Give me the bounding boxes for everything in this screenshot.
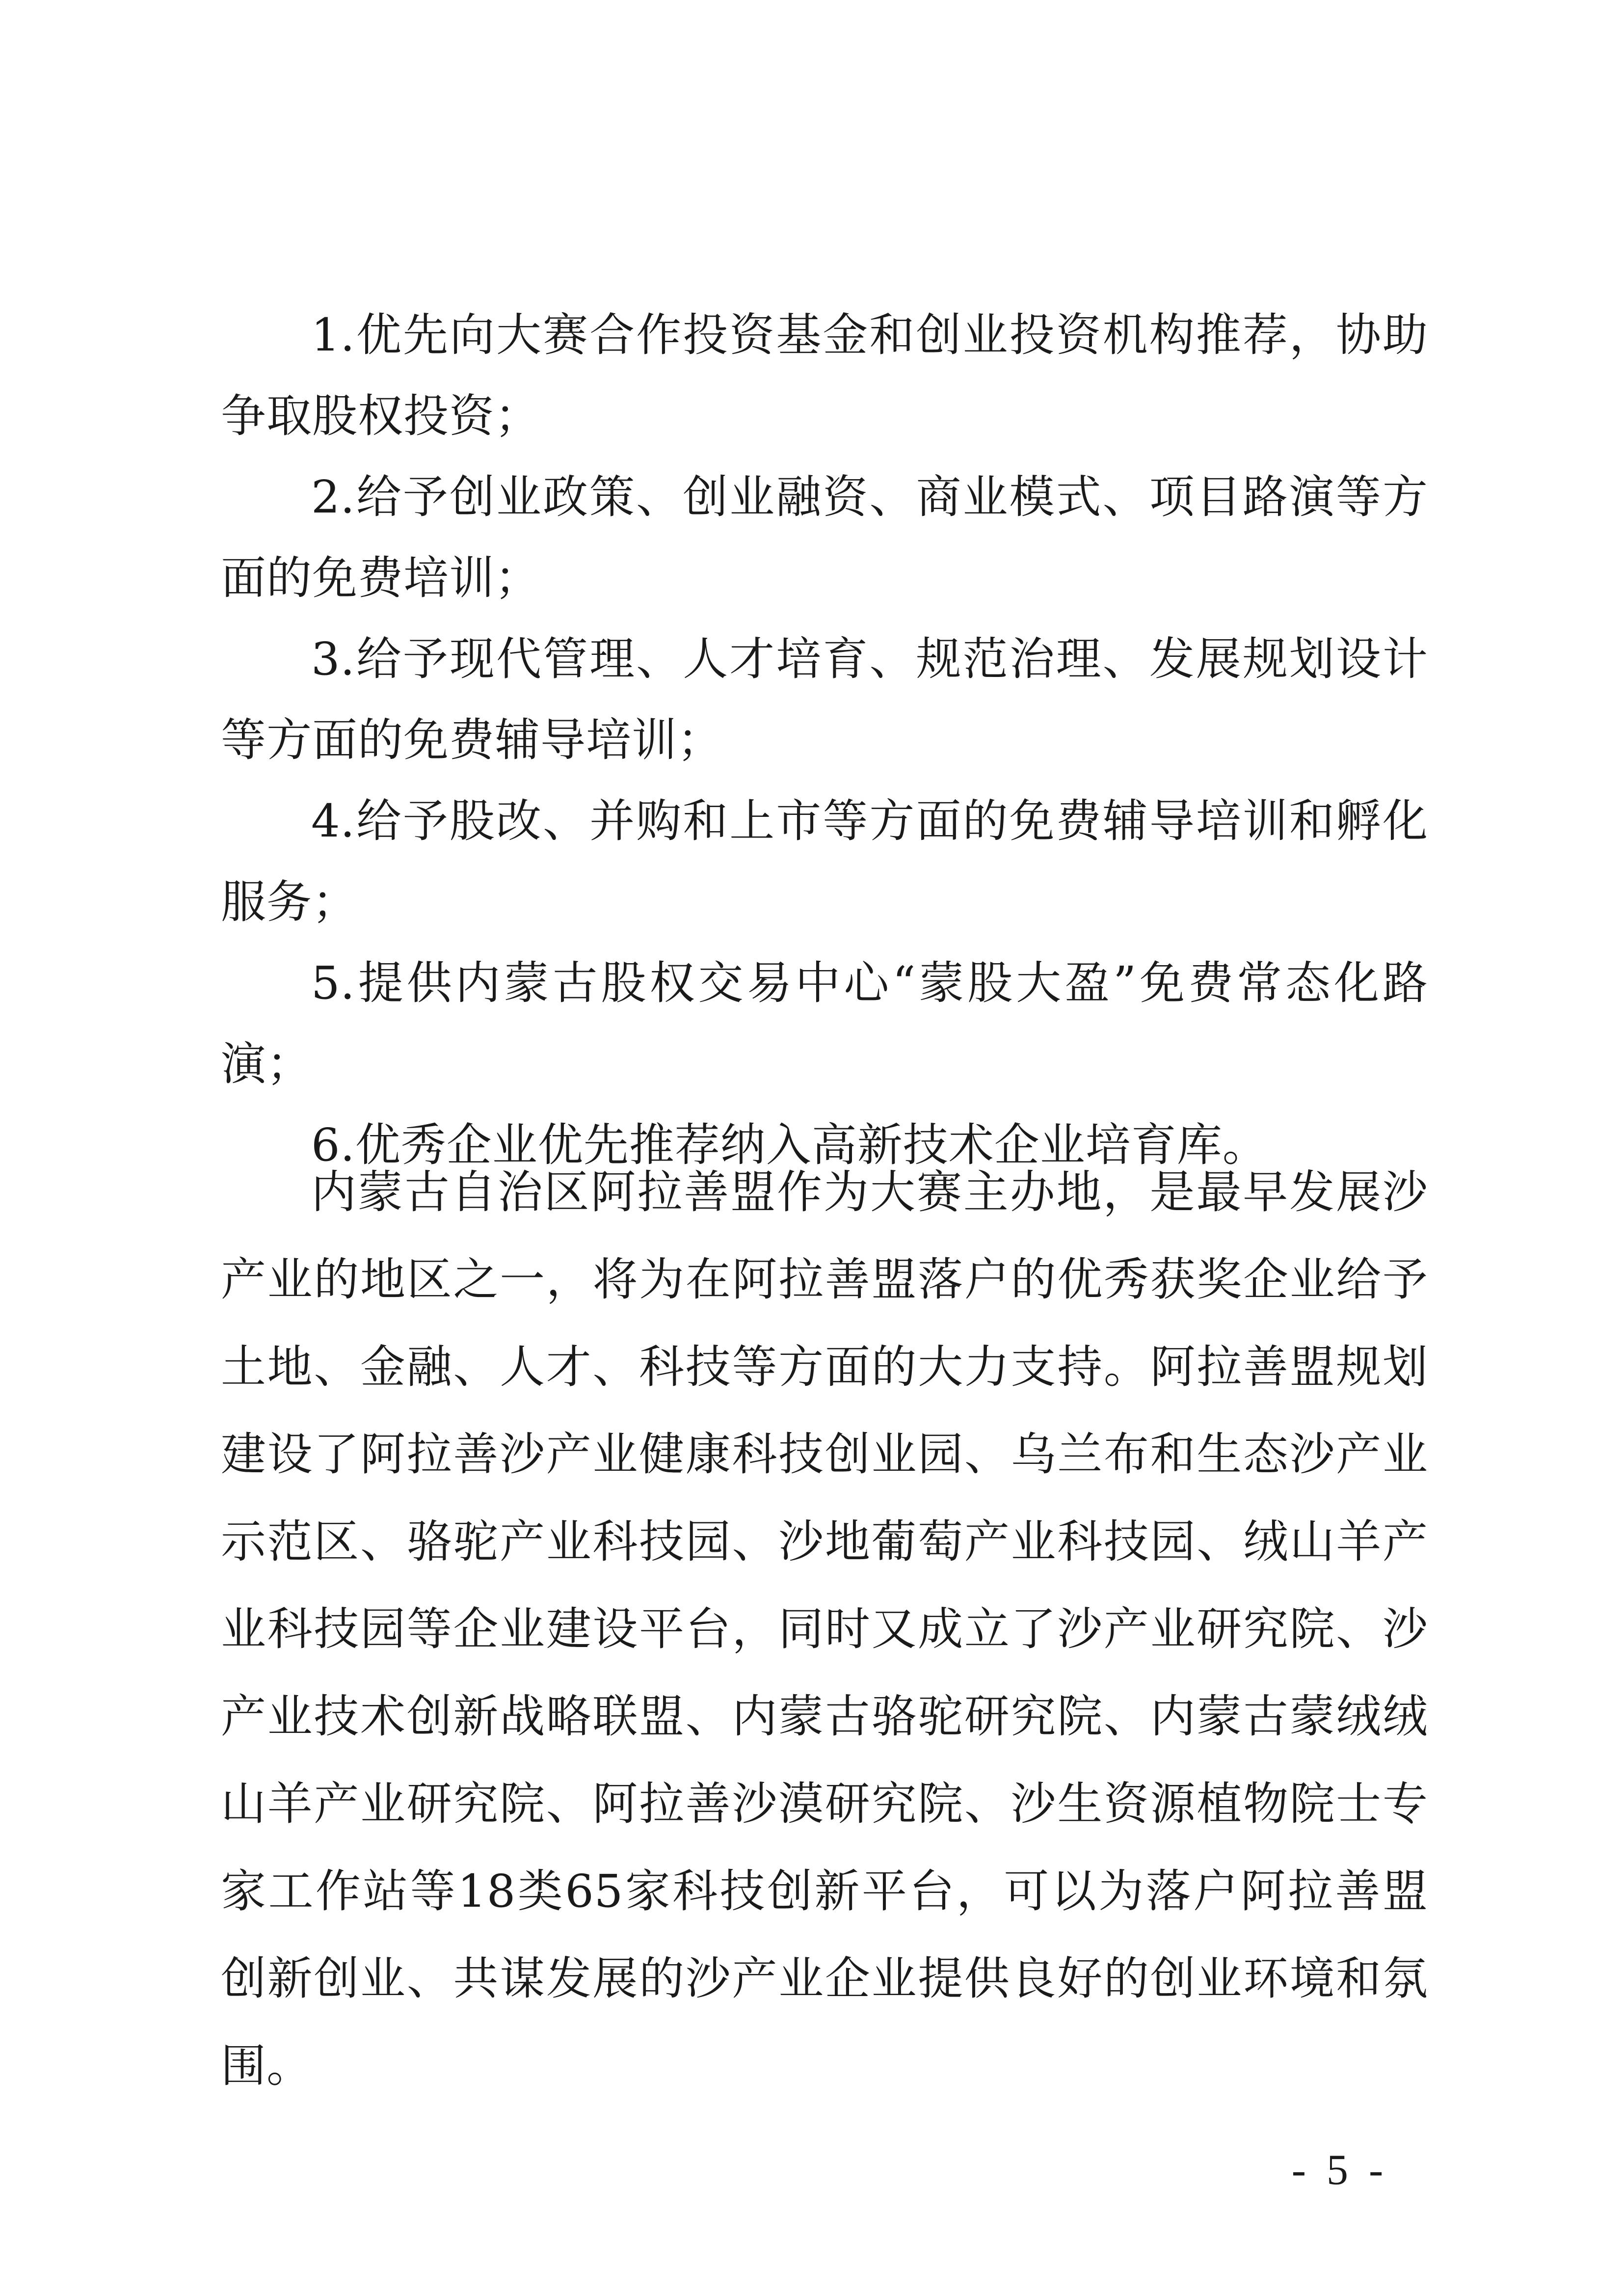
body-section [221, 1149, 1428, 2110]
list-item: 2.给予创业政策、创业融资、商业模式、项目路演等方面的免费培训； [221, 471, 1428, 604]
list-item: 5.提供内蒙古股权交易中心“蒙股大盈”免费常态化路演； [221, 957, 1428, 1090]
body-paragraph: 内蒙古自治区阿拉善盟作为大赛主办地，是最早发展沙产业的地区之一，将为在阿拉善盟落户的优秀获奖企业给予土地、金融、人才、科技等方面的大力支持。阿拉善盟规划建设了阿拉善沙产业健康科技创业园、乌兰布和生态沙产业示范区、骆驼产业科技园、沙地葡萄产业科技园、绒山羊产业科技园等企业建设平台，同时又成立了沙产业研究院、沙产业技术创新战略联盟、内蒙古骆驼研究院、内蒙古蒙绒绒山羊产业研究院、阿拉善沙漠研究院、沙生资源植物院士专家工作站等18类65家科技创新平台，可以为落户阿拉善盟创新创业、共谋发展的沙产业企业提供良好的创业环境和氛围。 [221, 1166, 1428, 2092]
list-item: 4.给予股改、并购和上市等方面的免费辅导培训和孵化服务； [221, 795, 1428, 928]
list-item: 6.优秀企业优先推荐纳入高新技术企业培育库。 [311, 1119, 1268, 1171]
list-item: 1.优先向大赛合作投资基金和创业投资机构推荐，协助争取股权投资； [221, 309, 1428, 442]
support-measures-list [221, 295, 1428, 1186]
list-item: 3.给予现代管理、人才培育、规范治理、发展规划设计等方面的免费辅导培训； [221, 633, 1428, 766]
page-number: - 5 - [1291, 2146, 1388, 2194]
